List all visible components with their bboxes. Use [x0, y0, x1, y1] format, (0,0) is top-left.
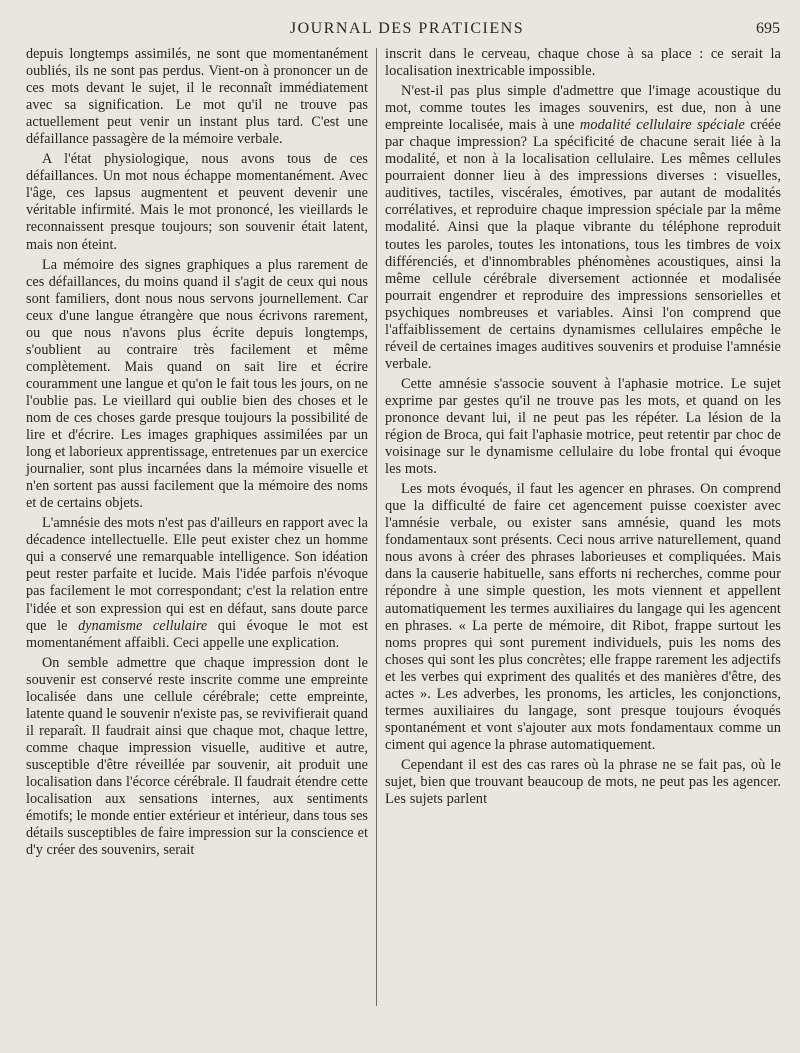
paragraph-text: créée par chaque impression? La spécificité de chacune serait liée à la modalité, et non à la localisation cellulaire. Les mêmes cellules pourraient donner lieu à des impressions diverses : visuelles, auditives, tactiles, viscérales, émotives, par autant de modalités corrélatives, et reproduire chaque impression spéciale par la même modalité. Ainsi que la plaque vibrante du téléphone reproduit toutes les paroles, toutes les intonations, tous les timbres de voix différenciés, et d'innombrables phénomènes acoustiques, ainsi la même cellule cérébrale diversement actionnée et modalisée pourrait engendrer et reproduire des impressions sensorielles et psychiques nombreuses et variables. Ainsi l'on comprend que l'affaiblissement de certains dynamismes cellulaires empêche le réveil de certaines images auditives souvenirs et produise l'amnésie verbale. [385, 117, 781, 372]
paragraph: Cette amnésie s'associe souvent à l'aphasie motrice. Le sujet exprime par gestes qu'il ne trouve pas les mots, et quand on les prononce devant lui, il ne peut pas les répéter. La lésion de la région de Broca, qui fait l'aphasie motrice, peut retentir par choc de voisinage sur le dynamisme cellulaire du lobe frontal qui évoque les mots. [385, 375, 781, 478]
left-column [26, 46, 376, 1046]
paragraph: depuis longtemps assimilés, ne sont que momentanément oubliés, ils ne sont pas perdus. Vient-on à prononcer un de ces mots devant le sujet, il le reconnaît immédiatement avec sa signification. Le mot qu'il ne trouve pas actuellement peut venir un instant plus tard. C'est une défaillance passagère de la mémoire verbale. [26, 46, 368, 148]
paragraph [385, 83, 781, 373]
italic-term: dynamisme cellulaire [78, 617, 208, 634]
paragraph-text: L'amnésie des mots n'est pas d'ailleurs en rapport avec la décadence intellectuelle. Elle peut exister chez un homme qui a conservé une remarquable intelligence. Son idéation peut rester parfaite et lucide. Mais l'idée parfois n'évoque pas facilement le mot correspondant; c'est la relation entre l'idée et son expression qui est en défaut, sans doute parce que le [26, 515, 368, 634]
paragraph: Cependant il est des cas rares où la phrase ne se fait pas, où le sujet, bien que trouvant beaucoup de mots, ne peut pas les agencer. Les sujets parlent [385, 756, 781, 808]
paragraph: On semble admettre que chaque impression dont le souvenir est conservé reste inscrite comme une empreinte localisée dans une cellule cérébrale; cette empreinte, latente quand le souvenir n'existe pas, se revivifierait quand il reparaît. Il faudrait ainsi que chaque mot, chaque lettre, comme chaque impression visuelle, auditive et autre, susceptible d'être réveillée par souvenir, ait produit une localisation dans l'écorce cérébrale. Il faudrait étendre cette localisation aux sensations internes, aux sentiments émotifs; le monde entier extérieur et intérieur, dans tous ses détails susceptibles de faire impression sur la conscience et d'y créer des souvenirs, serait [26, 654, 368, 859]
paragraph: Les mots évoqués, il faut les agencer en phrases. On comprend que la difficulté de faire cet agencement puisse coexister avec l'amnésie verbale, ou exister sans amnésie, quand les mots fondamentaux sont présents. Ceci nous arrive naturellement, quand nous avons à créer des phrases laborieuses et compliquées. Mais dans la causerie habituelle, sans efforts ni recherches, comme pour répondre à une simple question, les mots viennent et appellent automatiquement les termes auxiliaires du langage qui les agencent en phrases. « La perte de mémoire, dit Ribot, frappe surtout les noms propres qui sont purement individuels, puis les noms des choses qui sont les plus concrètes; elle frappe rarement les adjectifs et les verbes qui expriment des qualités et des manières d'être, des actes ». Les adverbes, les pronoms, les articles, les conjonctions, termes auxiliaires du langage, sont presque toujours évoqués spontanément et vont s'ajouter aux mots fondamentaux comme un ciment qui agence la phrase automatiquement. [385, 481, 781, 753]
journal-title: JOURNAL DES PRATICIENS [289, 20, 525, 37]
two-column-body [26, 46, 788, 1046]
italic-term: modalité cellulaire spéciale [579, 117, 745, 134]
page-number: 695 [756, 20, 780, 37]
paragraph: A l'état physiologique, nous avons tous de ces défaillances. Un mot nous échappe momentanément. Avec l'âge, ces lapsus augmentent et peuvent devenir une véritable infirmité. Mais le mot prononcé, les vieillards le reconnaissent presque toujours; son souvenir était latent, mais non éteint. [26, 151, 368, 253]
paragraph: La mémoire des signes graphiques a plus rarement de ces défaillances, du moins quand il s'agit de ceux qui nous sont familiers, dont nous nous servons journellement. Car ceux d'une langue étrangère que nous écrivons rarement, ou que nous n'avons plus écrite depuis longtemps, s'oublient au contraire très facilement et même complètement. Mais quand on sait lire et écrire couramment une langue et qu'on le fait tous les jours, on ne l'oublie pas. Le vieillard qui oublie bien des choses et le nom de ces choses garde presque toujours la possibilité de lire et d'écrire. Les images graphiques assimilées par un long et laborieux apprentissage, entretenues par un exercice journalier, sont plus incarnées dans la mémoire visuelle et n'en sortent pas aussi facilement que la mémoire des noms et de certains objets. [26, 256, 368, 512]
right-column [377, 46, 781, 1046]
paragraph [26, 515, 368, 651]
paragraph-text: N'est-il pas plus simple d'admettre que l'image acoustique du mot, comme toutes les images souvenirs, est due, non à une empreinte localisée, mais à une [385, 83, 781, 134]
page-header [26, 10, 788, 46]
paragraph-text: qui évoque le mot est momentanément affaibli. Ceci appelle une explication. [26, 617, 368, 651]
paragraph: inscrit dans le cerveau, chaque chose à sa place : ce serait la localisation inextricable impossible. [385, 46, 781, 80]
